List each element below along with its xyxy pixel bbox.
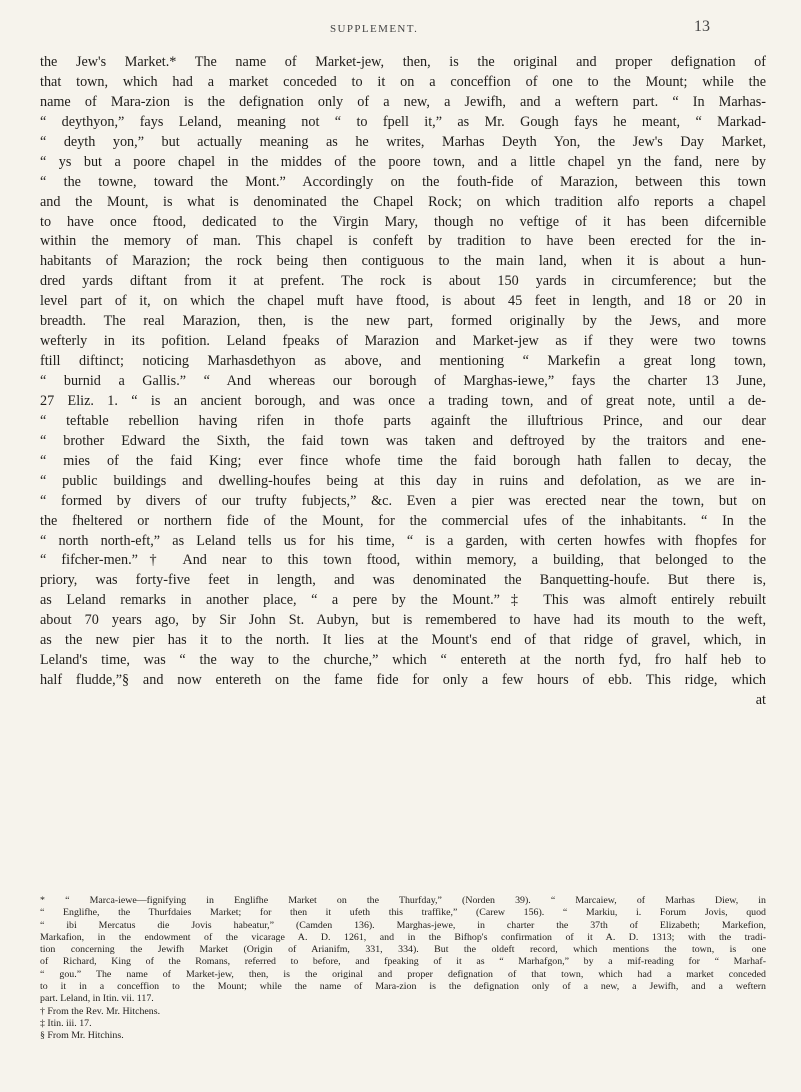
text-line: ftill diftinct; noticing Marhasdethyon as above, and mentioning “ Markefin a great long town,	[40, 353, 766, 370]
text-line: 27 Eliz. 1. “ is an ancient borough, and was once a trading town, and of great note, until a de-	[40, 392, 766, 409]
catchword: at	[755, 692, 766, 708]
footnote-line: of Richard, King of the Romans, referred to before, and fpeaking of it as “ Marhafgon,” by a mif-reading for “ Marhaf-	[40, 956, 766, 968]
text-line: the Jew's Market.* The name of Market-jew, then, is the original and proper defignation of	[40, 54, 766, 70]
text-line: “ formed by divers of our trufty fubjects,” &c. Even a pier was erected near the town, but on	[40, 492, 766, 509]
text-line: that town, which had a market conceded to it on a conceffion of one to the Mount; while the	[40, 73, 766, 90]
footnote-line: “ ibi Mercatus die Jovis habeatur,” (Camden 136). Marghas-jewe, in charter the 37th of Elizabeth; Markefion,	[40, 919, 766, 931]
text-line: wefterly in its pofition. Leland fpeaks of Marazion and Market-jew as if they were two towns	[40, 333, 766, 350]
text-line: “ burnid a Gallis.” “ And whereas our borough of Marghas-iewe,” fays the charter 13 June,	[40, 373, 766, 389]
text-line: dred yards diftant from it at prefent. The rock is about 150 yards in circumference; but the	[40, 273, 766, 290]
footnote-line: to it in a conceffion to the Mount; while the name of Mara-zion is the defignation only of a new, a Jewifh, and a weftern	[40, 981, 766, 993]
footnote-line: “ gou.” The name of Market-jew, then, is the original and proper defignation of that town, which had a market conceded	[40, 968, 766, 980]
text-line: “ teftable rebellion having rifen in thofe parts againft the illuftrious Prince, and our dear	[40, 412, 766, 429]
text-line: priory, was forty-five feet in length, and was denominated the Banquetting-houfe. But there is,	[40, 572, 766, 589]
text-line: to have once ftood, dedicated to the Virgin Mary, though no veftige of it has been difcernible	[40, 213, 766, 230]
text-line: about 70 years ago, by Sir John St. Aubyn, but is remembered to have had its mouth to the weft,	[40, 612, 766, 629]
text-line: level part of it, on which the chapel muft have ftood, is about 45 feet in length, and 18 or 20 in	[40, 293, 766, 310]
text-line: “ deythyon,” fays Leland, meaning not “ to fpell it,” as Mr. Gough fays he meant, “ Markad-	[40, 113, 766, 130]
footnote: † From the Rev. Mr. Hitchens.	[40, 1005, 161, 1017]
main-text	[40, 53, 766, 711]
text-line: “ fifcher-men.”† And near to this town ftood, within memory, a building, that belonged to the	[40, 552, 766, 569]
text-line: the fheltered or northern fide of the Mount, for the commercial ufes of the inhabitants. “ In the	[40, 512, 766, 529]
page-number: 13	[694, 18, 710, 35]
footnote: ‡ Itin. iii. 17.	[40, 1017, 92, 1029]
text-line: “ north north-eft,” as Leland tells us for his time, “ is a garden, with certen howfes with fhopfes for	[40, 532, 766, 549]
footnote-line: “ Englifhe, the Thurfdaies Market; for then it ufeth this traffike,” (Carew 156). “ Markiu, i. Forum Jovis, quod	[40, 907, 766, 919]
text-line: half fludde,”§ and now entereth on the fame fide for only a few hours of ebb. This ridge, which	[40, 672, 766, 689]
footnotes	[40, 895, 766, 1043]
text-line: “ public buildings and dwelling-houfes being at this day in ruins and defolation, as we are in-	[40, 472, 766, 489]
text-line: “ ys but a poore chapel in the middes of the poore town, and a little chapel yn the fand, nere by	[40, 153, 766, 170]
footnote-line: part. Leland, in Itin. vii. 117.	[40, 993, 154, 1005]
text-line: “ the towne, toward the Mont.” Accordingly on the fouth-fide of Marazion, between this town	[40, 173, 766, 190]
text-line: breadth. The real Marazion, then, is the new part, formed originally by the Jews, and more	[40, 313, 766, 330]
footnote: § From Mr. Hitchins.	[40, 1030, 124, 1042]
text-line: “ deyth yon,” but actually meaning as he writes, Marhas Deyth Yon, the Jew's Day Market,	[40, 133, 766, 150]
running-head: SUPPLEMENT.	[330, 23, 419, 35]
text-line: as the new pier has it to the north. It lies at the Mount's end of that ridge of gravel, which, in	[40, 632, 766, 649]
footnote-line: * “ Marca-iewe—fignifying in Englifhe Market on the Thurfday,” (Norden 39). “ Marcaiew, of Marhas Diew, in	[40, 895, 766, 906]
footnote-line: tion concerning the Jewifh Market (Origin of Arianifm, 331, 334). But the oldeft record, which mentions the town, is one	[40, 944, 766, 956]
text-line: Leland's time, was “ the way to the churche,” which “ entereth at the north fyd, fro half heb to	[40, 652, 766, 669]
text-line: within the memory of man. This chapel is confeft by tradition to have been erected for the in-	[40, 233, 766, 250]
text-line: as Leland remarks in another place, “ a pere by the Mount.”‡ This was almoft entirely rebuilt	[40, 592, 766, 609]
text-line: and the Mount, is what is denominated the Chapel Rock; on which tradition alfo reports a chapel	[40, 193, 766, 210]
text-line: name of Mara-zion is the defignation only of a new, a Jewifh, and a weftern part. “ In Marhas-	[40, 93, 766, 110]
text-line: habitants of Marazion; the rock being then contiguous to the main land, when it is about a hun-	[40, 253, 766, 270]
text-line: “ mies of the faid King; ever fince whofe time the faid borough hath fallen to decay, the	[40, 452, 766, 469]
footnote-line: Markafion, in the endowment of the vicarage A. D. 1261, and in the Bifhop's confirmation of it A. D. 1313; with the tradi-	[40, 931, 766, 943]
text-line: “ brother Edward the Sixth, the faid town was taken and deftroyed by the traitors and ene-	[40, 432, 766, 449]
